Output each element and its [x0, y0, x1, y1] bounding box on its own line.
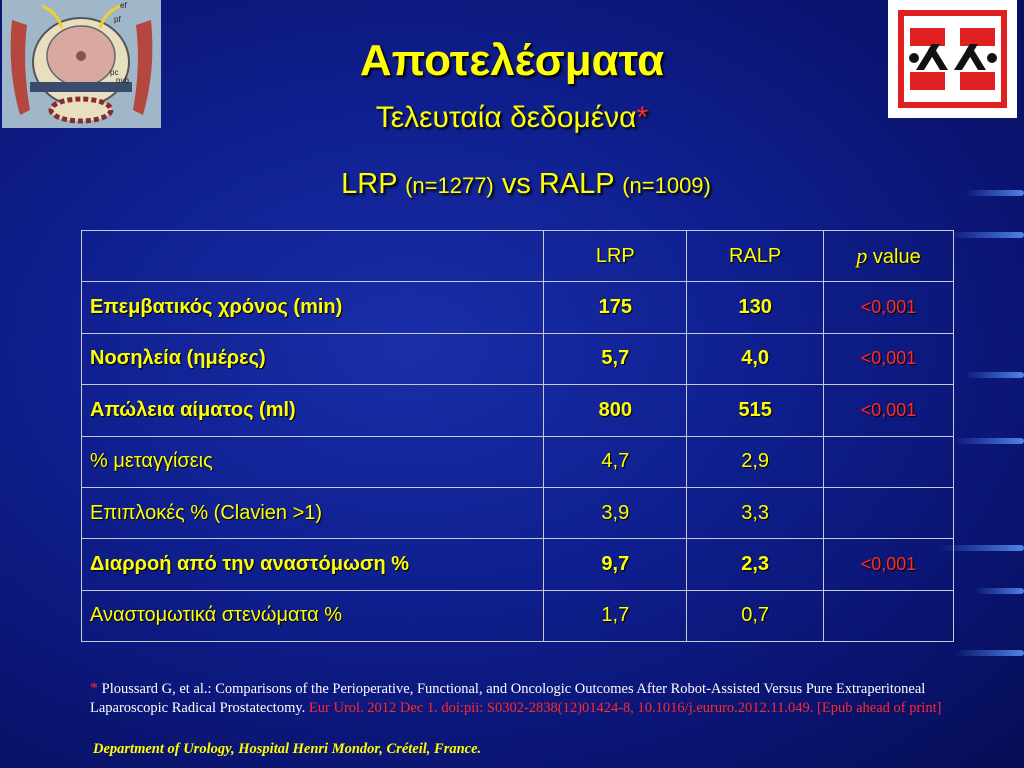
table-row — [82, 539, 954, 590]
header-p-value — [824, 231, 954, 282]
table-row — [82, 333, 954, 384]
p-value: <0,001 — [824, 333, 954, 384]
ralp-value: 3,3 — [687, 487, 824, 538]
group2-count: (n=1009) — [622, 173, 711, 198]
lrp-value: 5,7 — [544, 333, 687, 384]
decor-streak — [954, 438, 1024, 444]
anatomy-label: pc — [110, 68, 119, 77]
ralp-value: 2,9 — [687, 436, 824, 487]
subtitle-text: Τελευταία δεδομένα — [375, 101, 637, 134]
reference-text: Ploussard G, et al.: Comparisons of the Perioperative, Functional, and Oncologic Outcomes After Robot-Assisted Versus Pure Extraperitoneal Laparoscopic Radical Prostatectomy. — [90, 681, 926, 716]
anatomy-label: ef — [120, 1, 127, 10]
group1-count: (n=1277) — [405, 173, 494, 198]
comparison-heading — [0, 168, 1024, 201]
table-row — [82, 590, 954, 641]
lrp-value: 3,9 — [544, 487, 687, 538]
decor-streak — [949, 232, 1024, 238]
decor-streak — [964, 372, 1024, 378]
header-lrp: LRP — [544, 231, 687, 282]
p-symbol: p — [856, 243, 868, 269]
header-ralp: RALP — [687, 231, 824, 282]
reference-footnote — [90, 679, 950, 718]
p-value: <0,001 — [824, 282, 954, 333]
row-label: Νοσηλεία (ημέρες) — [82, 333, 544, 384]
group1-label: LRP — [341, 168, 398, 200]
ralp-value: 515 — [687, 385, 824, 436]
table-row — [82, 436, 954, 487]
page-title: Αποτελέσματα — [359, 36, 665, 85]
p-value — [824, 487, 954, 538]
row-label: Διαρροή από την αναστόμωση % — [82, 539, 544, 590]
ralp-value: 2,3 — [687, 539, 824, 590]
row-label: Αναστομωτικά στενώματα % — [82, 590, 544, 641]
lrp-value: 1,7 — [544, 590, 687, 641]
p-value — [824, 590, 954, 641]
table-row — [82, 282, 954, 333]
decor-streak — [974, 588, 1024, 594]
vs-label: vs — [501, 168, 531, 200]
anatomy-label: pf — [114, 15, 121, 24]
reference-citation: Eur Urol. 2012 Dec 1. doi:pii: S0302-2838(12)01424-8, 10.1016/j.eururo.2012.11.049. [Epub ahead of print] — [308, 700, 942, 716]
anatomy-label: nvb — [116, 76, 129, 85]
p-value — [824, 436, 954, 487]
row-label: Απώλεια αίματος (ml) — [82, 385, 544, 436]
page-subtitle — [0, 101, 1024, 135]
group2-label: RALP — [538, 168, 615, 200]
p-value: <0,001 — [824, 385, 954, 436]
reference-mark: * — [90, 680, 98, 697]
ralp-value: 4,0 — [687, 333, 824, 384]
ralp-value: 0,7 — [687, 590, 824, 641]
ralp-value: 130 — [687, 282, 824, 333]
department-credit: Department of Urology, Hospital Henri Mondor, Créteil, France. — [93, 741, 482, 757]
lrp-value: 175 — [544, 282, 687, 333]
p-value: <0,001 — [824, 539, 954, 590]
row-label: % μεταγγίσεις — [82, 436, 544, 487]
results-table — [81, 230, 954, 642]
footnote-mark: * — [636, 101, 649, 134]
table-header-row — [82, 231, 954, 282]
value-word: value — [872, 246, 921, 269]
row-label: Επιπλοκές % (Clavien >1) — [82, 487, 544, 538]
header-empty-cell — [82, 231, 544, 282]
lrp-value: 9,7 — [544, 539, 687, 590]
decor-streak — [954, 650, 1024, 656]
table-row — [82, 385, 954, 436]
lrp-value: 4,7 — [544, 436, 687, 487]
row-label: Επεμβατικός χρόνος (min) — [82, 282, 544, 333]
lrp-value: 800 — [544, 385, 687, 436]
table-row — [82, 487, 954, 538]
